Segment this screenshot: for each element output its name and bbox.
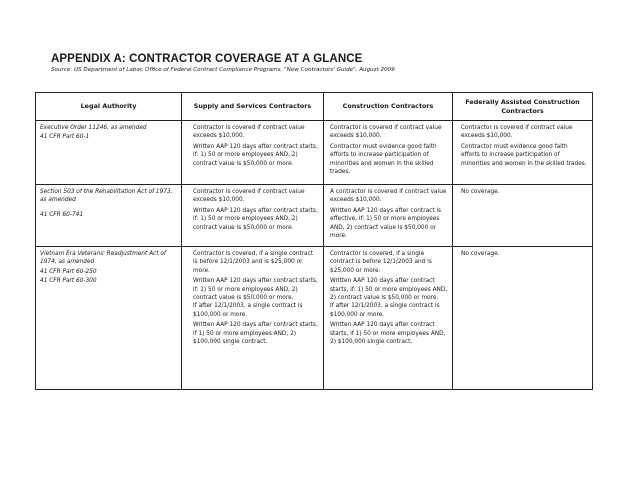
cell-paragraph: Contractor is covered if contract value exceeds $10,000. [193,189,305,204]
table-row-authority [36,121,182,185]
authority-line: Section 503 of the Rehabilitation Act of 1973, as amended [40,189,173,204]
table-cell-federal [453,185,592,247]
table-cell-supply [182,247,324,389]
table-cell-construction [324,185,453,247]
cell-paragraph: Contractor is covered, if a single contract is before 12/1/2003 and is $25,000 or more. [330,251,432,274]
cell-paragraph: Contractor is covered if contract value exceeds $10,000. [330,125,442,140]
authority-line: 41 CFR Part 60-1 [40,134,90,141]
cell-paragraph: If after 12/1/2003, a single contract is $100,000 or more. [193,303,303,318]
authority-line: Vietnam Era Veterans' Readjustment Act of 1974, as amended [40,251,166,266]
table-cell-federal [453,121,592,185]
header-supply-services: Supply and Services Contractors [182,93,324,121]
cell-paragraph: Written AAP 120 days after contract starts, if 1) 50 or more employees AND, 2) $100,000 single contract. [193,322,318,346]
cell-paragraph: Written AAP 120 days after contract starts, if: 1) 50 or more employees AND, 2) contract value is $50,000 or more. [193,207,318,231]
cell-paragraph: Contractor is covered if contract value exceeds $10,000. [193,125,305,140]
authority-line: 41 CFR Part 60-300 [40,278,97,285]
cell-paragraph: Written AAP 120 days after contract starts, if 1) 50 or more employees AND, 2) $100,000 single contract. [330,322,446,346]
cell-paragraph: Written AAP 120 days after contract starts, if: 1) 50 or more employees AND, 2) contract value is $50,000 or more. [193,278,318,302]
table-cell-construction [324,247,453,389]
authority-line: Executive Order 11246, as amended [40,125,147,131]
cell-paragraph: Written AAP 120 days after contract starts, if: 1) 50 or more employees AND, 2) contract value is $50,000 or more. [193,143,318,167]
cell-paragraph: No coverage. [461,251,500,257]
cell-paragraph: Contractor must evidence good faith efforts to increase participation of minorities and women in the skilled trades. [330,143,437,176]
table-cell-federal [453,247,592,389]
cell-paragraph: No coverage. [461,189,500,195]
header-legal-authority: Legal Authority [36,93,182,121]
cell-paragraph: Contractor is covered, if a single contract is before 12/1/2003 and is $25,000 or more. [193,251,314,274]
authority-line: 41 CFR Part 60-250 [40,268,97,275]
cell-paragraph: If after 12/1/2003, a single contract is $100,000 or more. [330,303,440,318]
cell-paragraph: Contractor must evidence good faith efforts to increase participation of minorities and women in the skilled trades. [461,143,587,167]
header-federally-assisted: Federally Assisted Construction Contractors [453,93,592,121]
cell-paragraph: Written AAP 120 days after contract starts, if: 1) 50 or more employees AND, 2) contract value is $50,000 or more. [330,278,448,302]
authority-line: 41 CFR 60-741 [40,211,84,218]
table-cell-supply [182,121,324,185]
coverage-table [35,92,593,390]
cell-paragraph: Contractor is covered if contract value exceeds $10,000. [461,125,573,140]
table-row-authority [36,185,182,247]
cell-paragraph: A contractor is covered if contract value exceeds $10,000. [330,189,447,204]
table-cell-construction [324,121,453,185]
cell-paragraph: Written AAP 120 days after contract is effective, if: 1) 50 or more employees AND, 2) contract value is $50,000 or more. [330,207,442,240]
header-construction: Construction Contractors [324,93,453,121]
page-title: APPENDIX A: CONTRACTOR COVERAGE AT A GLANCE [51,53,363,65]
table-row-authority [36,247,182,389]
table-cell-supply [182,185,324,247]
source-citation: Source: US Department of Labor, Office of Federal Contract Compliance Programs, "New Contractors' Guide", August 2009 [51,67,395,73]
